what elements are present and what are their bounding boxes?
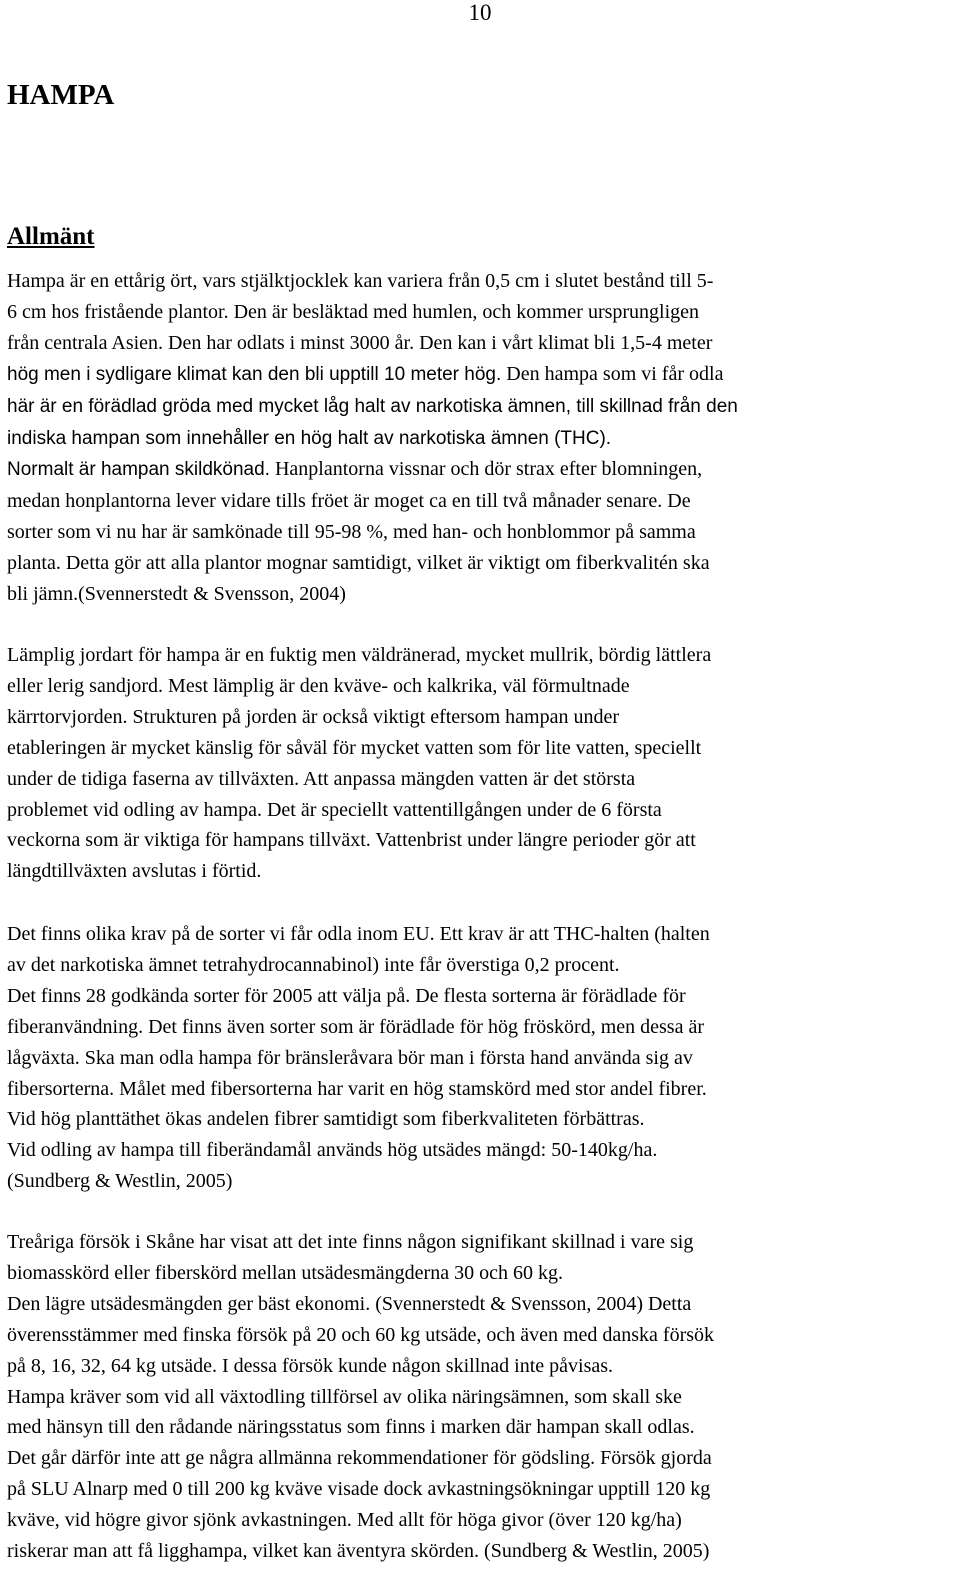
text-segment: sorter som vi nu har är samkönade till 95-98 %, med han- och honblommor på samma <box>7 521 696 544</box>
text-line <box>7 297 952 328</box>
text-segment: bli jämn.(Svennerstedt & Svensson, 2004) <box>7 583 346 606</box>
text-line <box>7 517 952 548</box>
text-segment: på 8, 16, 32, 64 kg utsäde. I dessa försök kunde någon skillnad inte påvisas. <box>7 1354 614 1377</box>
text-segment: från centrala Asien. Den har odlats i minst 3000 år. Den kan i vårt klimat bli 1,5-4 meter <box>7 331 713 354</box>
section-heading: Allmänt <box>7 223 95 250</box>
text-line <box>7 640 952 671</box>
text-segment: fiberanvändning. Det finns även sorter som är förädlade för hög fröskörd, men dessa är <box>7 1015 704 1038</box>
text-line <box>7 702 952 733</box>
text-line <box>7 1135 952 1166</box>
text-segment: lågväxta. Ska man odla hampa för bränsleråvara bör man i första hand använda sig av <box>7 1046 693 1069</box>
text-line <box>7 1043 952 1074</box>
text-line <box>7 1258 952 1289</box>
text-segment: under de tidiga faserna av tillväxten. Att anpassa mängden vatten är det största <box>7 767 636 790</box>
text-line <box>7 733 952 764</box>
text-line <box>7 266 952 297</box>
text-line <box>7 981 952 1012</box>
paragraph-soil <box>7 640 952 887</box>
text-segment: eller lerig sandjord. Mest lämplig är den kväve- och kalkrika, väl förmultnade <box>7 674 630 697</box>
text-line <box>7 1351 952 1382</box>
text-line <box>7 1012 952 1043</box>
text-segment: veckorna som är viktiga för hampans tillväxt. Vattenbrist under längre perioder gör att <box>7 829 696 852</box>
text-line <box>7 1104 952 1135</box>
text-line <box>7 1474 952 1505</box>
text-segment: etableringen är mycket känslig för såväl för mycket vatten som för lite vatten, speciellt <box>7 736 702 759</box>
text-segment: planta. Detta gör att alla plantor mognar samtidigt, vilket är viktigt om fiberkvalitén ska <box>7 552 710 575</box>
text-segment: (Sundberg & Westlin, 2005) <box>7 1170 233 1193</box>
text-line <box>7 825 952 856</box>
text-segment: Vid hög planttäthet ökas andelen fibrer samtidigt som fiberkvaliteten förbättras. <box>7 1108 645 1131</box>
text-segment: riskerar man att få ligghampa, vilket kan äventyra skörden. (Sundberg & Westlin, 2005) <box>7 1540 710 1563</box>
text-line <box>7 423 952 455</box>
text-line <box>7 1320 952 1351</box>
text-line <box>7 548 952 579</box>
text-line <box>7 454 952 486</box>
text-segment: fibersorterna. Målet med fibersorterna har varit en hög stamskörd med stor andel fibrer. <box>7 1077 707 1100</box>
text-segment: Hampa är en ettårig ört, vars stjälktjocklek kan variera från 0,5 cm i slutet bestånd till 5- <box>7 270 714 292</box>
text-segment: Normalt är hampan skildkönad. <box>7 459 270 481</box>
text-line <box>7 1074 952 1105</box>
text-segment: Det finns 28 godkända sorter för 2005 att välja på. De flesta sorterna är förädlade för <box>7 984 686 1007</box>
text-segment: Treåriga försök i Skåne har visat att det inte finns någon signifikant skillnad i vare sig <box>7 1231 694 1253</box>
text-line <box>7 950 952 981</box>
text-segment: med hänsyn till den rådande näringsstatus som finns i marken där hampan skall odlas. <box>7 1416 695 1439</box>
text-segment: kväve, vid högre givor sjönk avkastningen. Med allt för höga givor (över 120 kg/ha) <box>7 1509 682 1532</box>
text-line <box>7 1382 952 1413</box>
text-segment: på SLU Alnarp med 0 till 200 kg kväve visade dock avkastningsökningar upptill 120 kg <box>7 1478 711 1501</box>
text-segment: hög men i sydligare klimat kan den bli upptill 10 meter hög. <box>7 363 502 385</box>
text-line <box>7 328 952 359</box>
text-segment: indiska hampan som innehåller en hög halt av narkotiska ämnen (THC). <box>7 427 612 449</box>
text-line <box>7 1289 952 1320</box>
text-segment: av det narkotiska ämnet tetrahydrocannabinol) inte får överstiga 0,2 procent. <box>7 953 620 976</box>
text-line <box>7 391 952 423</box>
text-line <box>7 764 952 795</box>
text-segment: Det finns olika krav på de sorter vi får odla inom EU. Ett krav är att THC-halten (halten <box>7 923 710 945</box>
text-line <box>7 579 952 610</box>
text-line <box>7 1443 952 1474</box>
text-segment: De <box>662 490 691 513</box>
text-segment: Den hampa som vi får odla <box>501 362 724 385</box>
page-number: 10 <box>468 0 492 25</box>
text-line <box>7 856 952 887</box>
text-segment: överensstämmer med finska försök på 20 och 60 kg utsäde, och även med danska försök <box>7 1323 715 1346</box>
text-line <box>7 1536 952 1567</box>
paragraph-allmant-intro <box>7 266 952 610</box>
paragraph-trials <box>7 1227 952 1567</box>
text-segment: längdtillväxten avslutas i förtid. <box>7 860 262 883</box>
text-line <box>7 1505 952 1536</box>
text-line <box>7 671 952 702</box>
text-line <box>7 919 952 950</box>
paragraph-varieties <box>7 919 952 1197</box>
text-segment: Lämplig jordart för hampa är en fuktig men väldränerad, mycket mullrik, bördig lättlera <box>7 644 712 666</box>
text-segment: 6 cm hos fristående plantor. Den är besläktad med humlen, och kommer ursprungligen <box>7 300 700 323</box>
text-segment: medan honplantorna lever vidare tills fröet är moget ca en till två månader senare. <box>7 490 663 513</box>
text-segment: Hanplantorna vissnar och dör strax efter blomningen, <box>269 458 703 481</box>
text-line <box>7 1227 952 1258</box>
text-segment: här är en förädlad gröda med mycket låg halt av narkotiska ämnen, till skillnad från den <box>7 395 738 417</box>
text-line <box>7 795 952 826</box>
text-segment: problemet vid odling av hampa. Det är speciellt vattentillgången under de 6 första <box>7 798 662 821</box>
text-segment: kärrtorvjorden. Strukturen på jorden är också viktigt eftersom hampan under <box>7 705 620 728</box>
text-segment: Det går därför inte att ge några allmänna rekommendationer för gödsling. Försök gjorda <box>7 1447 712 1470</box>
text-line <box>7 1412 952 1443</box>
text-line <box>7 486 952 517</box>
text-segment: Den lägre utsädesmängden ger bäst ekonomi. (Svennerstedt & Svensson, 2004) Detta <box>7 1292 692 1315</box>
text-segment: Hampa kräver som vid all växtodling tillförsel av olika näringsämnen, som skall ske <box>7 1385 682 1408</box>
text-line <box>7 1166 952 1197</box>
text-line <box>7 359 952 391</box>
document-title: HAMPA <box>7 79 115 111</box>
text-segment: biomasskörd eller fiberskörd mellan utsädesmängderna 30 och 60 kg. <box>7 1261 563 1284</box>
text-segment: Vid odling av hampa till fiberändamål används hög utsädes mängd: 50-140kg/ha. <box>7 1139 658 1162</box>
